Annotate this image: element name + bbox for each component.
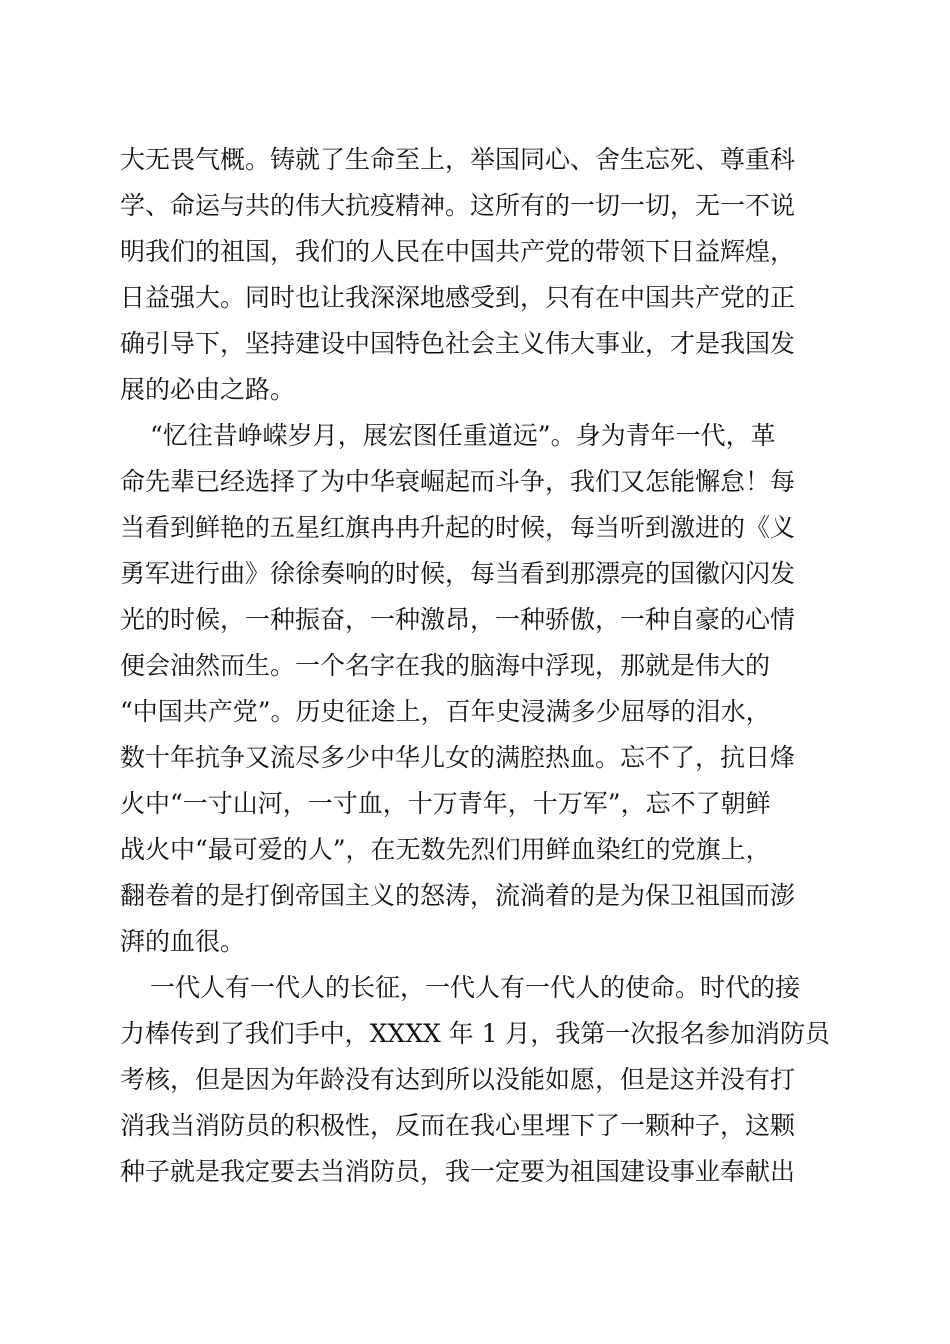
text-line: 力棒传到了我们手中，XXXX 年 1 月，我第一次报名参加消防员	[120, 1019, 830, 1048]
text-line: 数十年抗争又流尽多少中华儿女的满腔热血。忘不了，抗日烽	[120, 743, 796, 772]
paragraph-3-line-1	[0, 968, 950, 1008]
paragraph-3-line-3	[0, 1060, 950, 1100]
paragraph-2-line-2	[0, 462, 950, 502]
text-line: 光的时候，一种振奋，一种激昂，一种骄傲，一种自豪的心情	[120, 605, 796, 634]
paragraph-2-line-8	[0, 738, 950, 778]
text-line: 战火中“最可爱的人”，在无数先烈们用鲜血染红的党旗上，	[120, 835, 771, 864]
paragraph-2-line-5	[0, 600, 950, 640]
text-line: 火中“一寸山河，一寸血，十万青年，十万军”，忘不了朝鲜	[120, 789, 771, 818]
text-line: 大无畏气概。铸就了生命至上，举国同心、舍生忘死、尊重科	[120, 145, 796, 174]
text-line: 命先辈已经选择了为中华衰崛起而斗争，我们又怎能懈怠！每	[120, 467, 796, 496]
paragraph-3-line-5	[0, 1152, 950, 1192]
paragraph-3-line-4	[0, 1106, 950, 1146]
paragraph-1-line-4	[0, 278, 950, 318]
text-line: “忆往昔峥嵘岁月，展宏图任重道远”。身为青年一代，革	[150, 421, 776, 450]
text-line: 当看到鲜艳的五星红旗冉冉升起的时候，每当听到激进的《义	[120, 513, 796, 542]
paragraph-3-line-2	[0, 1014, 950, 1054]
text-line: 明我们的祖国，我们的人民在中国共产党的带领下日益辉煌，	[120, 237, 796, 266]
text-line: 学、命运与共的伟大抗疫精神。这所有的一切一切，无一不说	[120, 191, 796, 220]
paragraph-1-line-3	[0, 232, 950, 272]
text-line: 勇军进行曲》徐徐奏响的时候，每当看到那漂亮的国徽闪闪发	[120, 559, 796, 588]
text-line: 展的必由之路。	[120, 375, 296, 404]
paragraph-2-line-7	[0, 692, 950, 732]
paragraph-2-line-3	[0, 508, 950, 548]
text-line: 确引导下，坚持建设中国特色社会主义伟大事业，才是我国发	[120, 329, 796, 358]
text-line: 便会油然而生。一个名字在我的脑海中浮现，那就是伟大的	[120, 651, 771, 680]
paragraph-1-line-6	[0, 370, 950, 410]
text-line: 考核，但是因为年龄没有达到所以没能如愿，但是这并没有打	[120, 1065, 796, 1094]
paragraph-1-line-2	[0, 186, 950, 226]
text-line: 种子就是我定要去当消防员，我一定要为祖国建设事业奉献出	[120, 1157, 796, 1186]
paragraph-1-line-1	[0, 140, 950, 180]
paragraph-2-line-11	[0, 876, 950, 916]
paragraph-2-line-4	[0, 554, 950, 594]
text-line: 湃的血很。	[120, 927, 246, 956]
text-line: 一代人有一代人的长征，一代人有一代人的使命。时代的接	[150, 973, 801, 1002]
paragraph-2-line-6	[0, 646, 950, 686]
paragraph-2-line-1	[0, 416, 950, 456]
text-line: 日益强大。同时也让我深深地感受到，只有在中国共产党的正	[120, 283, 796, 312]
text-line: “中国共产党”。历史征途上，百年史浸满多少屈辱的泪水，	[120, 697, 771, 726]
paragraph-2-line-9	[0, 784, 950, 824]
text-line: 翻卷着的是打倒帝国主义的怒涛，流淌着的是为保卫祖国而澎	[120, 881, 796, 910]
text-line: 消我当消防员的积极性，反而在我心里埋下了一颗种子，这颗	[120, 1111, 796, 1140]
paragraph-2-line-12	[0, 922, 950, 962]
paragraph-2-line-10	[0, 830, 950, 870]
paragraph-1-line-5	[0, 324, 950, 364]
